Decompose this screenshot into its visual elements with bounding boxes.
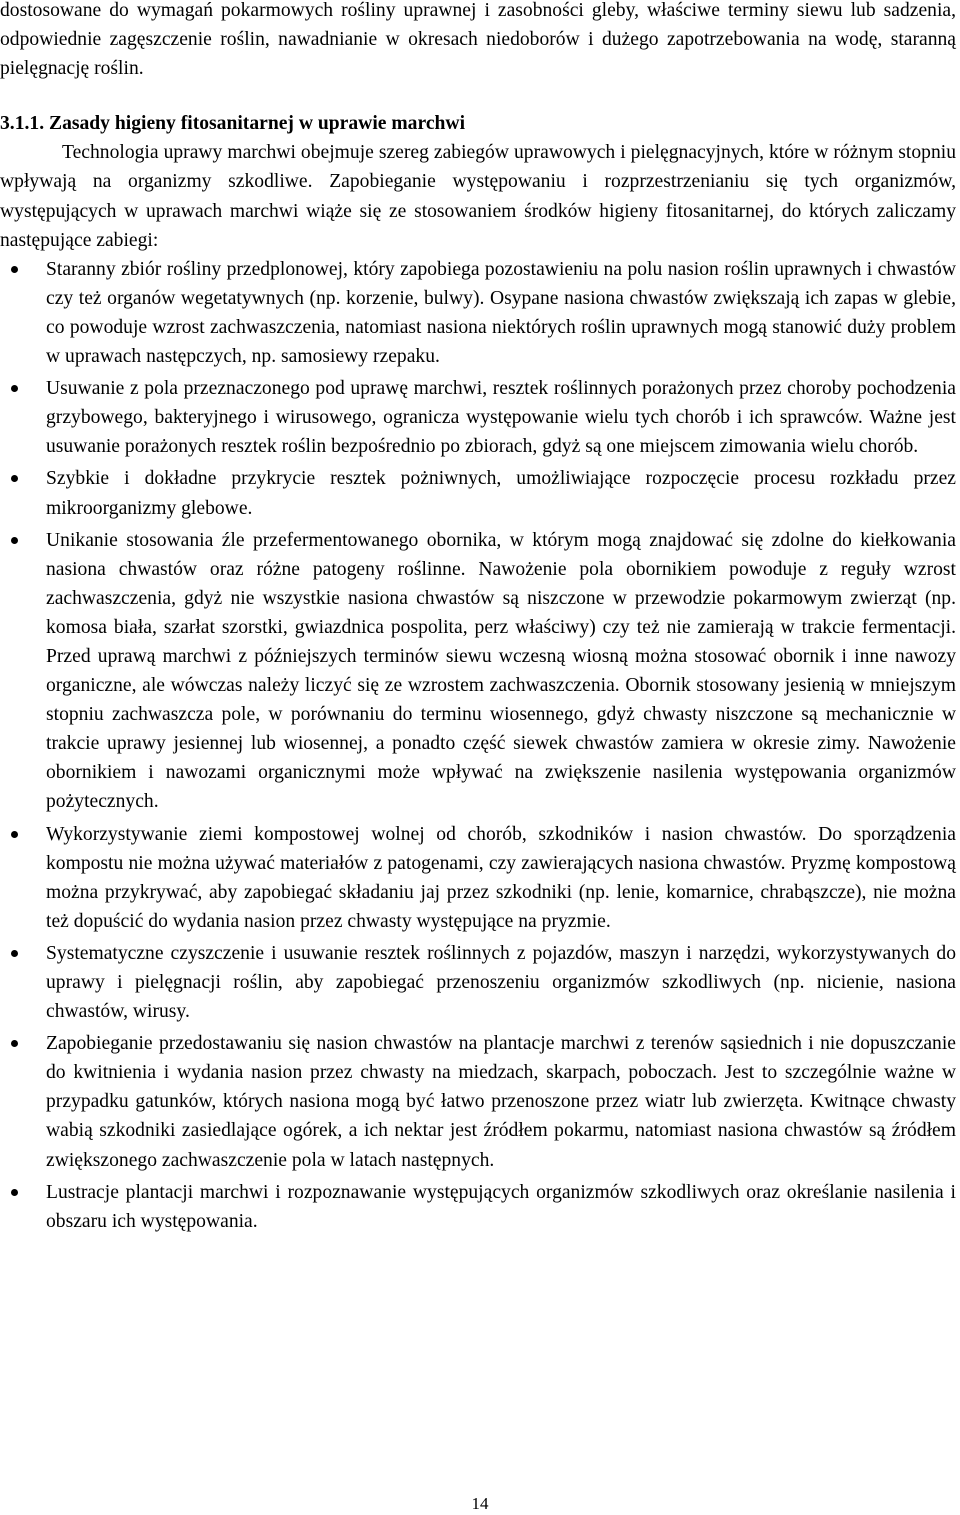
bullet-icon bbox=[11, 1040, 18, 1047]
bullet-icon bbox=[11, 537, 18, 544]
list-item-text: Szybkie i dokładne przykrycie resztek pożniwnych, umożliwiające rozpoczęcie procesu rozkładu przez mikroorganizmy glebowe. bbox=[46, 468, 956, 519]
list-item bbox=[0, 1029, 956, 1174]
list-item-text: Lustracje plantacji marchwi i rozpoznawanie występujących organizmów szkodliwych oraz określanie nasilenia i obszaru ich występowania. bbox=[46, 1181, 956, 1232]
page-number: 14 bbox=[471, 1494, 489, 1513]
list-item bbox=[0, 374, 956, 461]
bullet-icon bbox=[11, 1189, 18, 1196]
list-item bbox=[0, 939, 956, 1026]
bullet-icon bbox=[11, 831, 18, 838]
bullet-icon bbox=[11, 266, 18, 273]
list-item-text: Staranny zbiór rośliny przedplonowej, który zapobiega pozostawieniu na polu nasion roślin uprawnych i chwastów czy też organów wegetatywnych (np. korzenie, bulwy). Osypane nasiona chwastów zwiększają ich zapas w glebie, co powoduje wzrost zachwaszczenia, natomiast nasiona niektórych roślin uprawnych mogą stanowić duży problem w uprawach następczych, np. samosiewy rzepaku. bbox=[46, 258, 956, 368]
section-paragraph: Technologia uprawy marchwi obejmuje szereg zabiegów uprawowych i pielęgnacyjnych, które w różnym stopniu wpływają na organizmy szkodliwe. Zapobieganie występowaniu i rozprzestrzenianiu się tych organizmów, występujących w uprawach marchwi wiąże się ze stosowaniem środków higieny fitosanitarnej, do których zaliczamy następujące zabiegi: bbox=[0, 142, 956, 251]
list-item bbox=[0, 464, 956, 522]
section-title: Zasady higieny fitosanitarnej w uprawie marchwi bbox=[49, 113, 466, 135]
list-item bbox=[0, 255, 956, 371]
bullet-list bbox=[0, 255, 956, 1236]
intro-paragraph: dostosowane do wymagań pokarmowych rośliny uprawnej i zasobności gleby, właściwe terminy siewu lub sadzenia, odpowiednie zagęszczenie roślin, nawadnianie w okresach niedoborów i dużego zapotrzebowania na wodę, staranną pielęgnację roślin. bbox=[0, 0, 956, 80]
bullet-icon bbox=[11, 950, 18, 957]
list-item-text: Systematyczne czyszczenie i usuwanie resztek roślinnych z pojazdów, maszyn i narzędzi, wykorzystywanych do uprawy i pielęgnacji roślin, aby zapobiegać przenoszeniu organizmów szkodliwych (np. nicienie, nasiona chwastów, wirusy. bbox=[46, 942, 956, 1023]
list-item bbox=[0, 526, 956, 817]
list-item bbox=[0, 1178, 956, 1236]
list-item-text: Unikanie stosowania źle przefermentowanego obornika, w którym mogą znajdować się zdolne do kiełkowania nasiona chwastów oraz różne patogeny roślinne. Nawożenie pola obornikiem powoduje z reguły wzrost zachwaszczenia, gdyż nie wszystkie nasiona chwastów są niszczone w przewodzie pokarmowym zwierząt (np. komosa biała, szarłat szorstki, gwiazdnica pospolita, perz właściwy) czy też nie zamierają w trakcie fermentacji. Przed uprawą marchwi z późniejszych terminów siewu wczesną wiosną można stosować obornik i inne nawozy organiczne, ale wówczas należy liczyć się ze wzrostem zachwaszczenia. Obornik stosowany jesienią w mniejszym stopniu zachwaszcza pole, w porównaniu do terminu wiosennego, gdyż chwasty niszczone są mechanicznie w trakcie uprawy jesiennej lub wiosennej, a ponadto część siewek chwastów zamiera w okresie zimy. Nawożenie obornikiem i nawozami organicznymi może wpływać na zwiększenie nasilenia występowania organizmów pożytecznych. bbox=[46, 529, 956, 813]
bullet-icon bbox=[11, 385, 18, 392]
section-number: 3.1.1. bbox=[0, 113, 45, 135]
list-item-text: Usuwanie z pola przeznaczonego pod uprawę marchwi, resztek roślinnych porażonych przez choroby pochodzenia grzybowego, bakteryjnego i wirusowego, ogranicza występowanie wielu tych chorób i ich sprawców. Ważne jest usuwanie porażonych resztek roślin bezpośrednio po zbiorach, gdyż są one miejscem zimowania wielu chorób. bbox=[46, 378, 956, 458]
list-item bbox=[0, 820, 956, 936]
bullet-icon bbox=[11, 475, 18, 482]
list-item-text: Zapobieganie przedostawaniu się nasion chwastów na plantacje marchwi z terenów sąsiednich i nie dopuszczanie do kwitnienia i wydania nasion przez chwasty na miedzach, skarpach, poboczach. Jest to szczególnie ważne w przypadku gatunków, których nasiona mogą być łatwo przenoszone przez wiatr lub zwierzęta. Kwitnące chwasty wabią szkodniki zasiedlające ogórek, a ich nektar jest źródłem pokarmu, natomiast nasiona chwastów są źródłem zwiększonego zachwaszczenie pola w latach następnych. bbox=[46, 1033, 956, 1171]
list-item-text: Wykorzystywanie ziemi kompostowej wolnej od chorób, szkodników i nasion chwastów. Do sporządzenia kompostu nie można używać materiałów z patogenami, czy zawierających nasiona chwastów. Pryzmę kompostową można przykrywać, aby zapobiegać składaniu jaj przez szkodniki (np. lenie, komarnice, chrabąszcze), nie można też dopuścić do wydania nasion przez chwasty występujące na pryzmie. bbox=[46, 823, 956, 932]
section-heading bbox=[0, 109, 956, 138]
